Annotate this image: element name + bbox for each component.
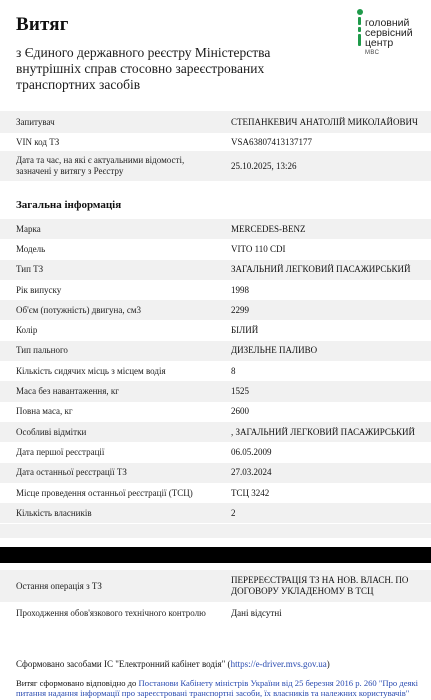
row-label: Дата першої реєстрації (16, 446, 105, 457)
logo-bar (358, 34, 361, 46)
info-row (0, 483, 431, 503)
info-row (0, 402, 431, 422)
row-label: Об'єм (потужність) двигуна, см3 (16, 304, 142, 315)
info-row (0, 570, 431, 602)
footer-generated-suffix: ) (326, 659, 330, 669)
gsc-logo (356, 9, 431, 65)
info-row (0, 300, 431, 320)
row-value: СТЕПАНКЕВИЧ АНАТОЛІЙ МИКОЛАЙОВИЧ (231, 116, 418, 127)
logo-dot (357, 9, 363, 15)
row-value: VSA63807413137177 (231, 136, 313, 147)
row-value: 2 (231, 507, 236, 518)
info-row (0, 133, 431, 151)
logo-line: головний (365, 17, 410, 29)
resolution-link[interactable]: Постанови Кабінету міністрів України від 25 березня 2016 р. 260 "Про деякі питання надання інформації про зареєстровані транспортні засоби, їх власників та належних користувачів" (16, 678, 419, 698)
row-value: 8 (231, 365, 236, 376)
row-value: 25.10.2025, 13:26 (231, 160, 297, 171)
document-title: Витяг (16, 14, 69, 35)
row-label: Дата та час, на які є актуальними відомості, зазначені у витягу з Реєстру (16, 155, 185, 176)
row-label: Тип пального (16, 345, 68, 356)
row-value: 1525 (231, 386, 249, 397)
e-driver-link[interactable]: https://e-driver.mvs.gov.ua (230, 659, 327, 669)
info-row (0, 442, 431, 462)
row-label: Тип ТЗ (16, 264, 44, 275)
info-row (0, 602, 431, 624)
row-value: VITO 110 CDI (231, 243, 286, 254)
logo-ministry: МВС (365, 50, 380, 56)
row-value: 2600 (231, 406, 249, 417)
row-label: Місце проведення останньої реєстрації (ТСЦ) (16, 487, 193, 498)
info-row (0, 280, 431, 300)
row-label: Марка (16, 223, 41, 234)
row-label: Колір (16, 325, 38, 336)
row-value: ТСЦ 3242 (231, 487, 270, 498)
table-end-band (0, 524, 431, 538)
row-label: Повна маса, кг (16, 406, 73, 417)
info-row (0, 219, 431, 239)
row-label: Дата останньої реєстрації ТЗ (16, 467, 127, 478)
row-value: ПЕРЕРЕЄСТРАЦІЯ ТЗ НА НОВ. ВЛАСН. ПО ДОГОВОРУ УКЛАДЕНОМУ В ТСЦ (231, 575, 409, 596)
row-label: Рік випуску (16, 284, 62, 295)
info-row (0, 341, 431, 361)
row-value: ДИЗЕЛЬНЕ ПАЛИВО (231, 345, 318, 356)
logo-line: сервісний (365, 27, 413, 39)
info-row (0, 260, 431, 280)
row-label: Кількість сидячих місць з місцем водія (16, 365, 166, 376)
row-label: VIN код ТЗ (16, 136, 60, 147)
row-value: 1998 (231, 284, 249, 295)
logo-line: центр (365, 37, 394, 49)
row-label: Особливі відмітки (16, 426, 87, 437)
info-row (0, 361, 431, 381)
row-label: Кількість власників (16, 507, 92, 518)
row-value: Дані відсутні (231, 607, 282, 618)
row-label: Маса без навантаження, кг (16, 386, 119, 397)
info-row (0, 463, 431, 483)
gsc-logo-icon (356, 9, 364, 49)
row-value: , ЗАГАЛЬНИЙ ЛЕГКОВИЙ ПАСАЖИРСЬКИЙ (231, 426, 416, 437)
logo-bar (358, 17, 361, 25)
row-value: ЗАГАЛЬНИЙ ЛЕГКОВИЙ ПАСАЖИРСЬКИЙ (231, 264, 411, 275)
row-label: Модель (16, 243, 46, 254)
logo-wordmark (365, 18, 413, 48)
info-row (0, 321, 431, 341)
info-row (0, 239, 431, 259)
redaction-band (0, 547, 431, 563)
row-value: 06.05.2009 (231, 446, 272, 457)
info-row (0, 503, 431, 523)
row-label: Запитувач (16, 116, 55, 127)
footer-basis-prefix: Витяг сформовано відповідно до (16, 678, 139, 688)
row-value: 2299 (231, 304, 249, 315)
document-header (0, 0, 431, 112)
footer-generated-prefix: Сформовано засобами ІС "Електронний кабінет водія" ( (16, 659, 231, 669)
document-subtitle: з Єдиного державного реєстру Міністерства внутрішніх справ стосовно зареєстрованих транспортних засобів (16, 45, 271, 92)
footer-basis (16, 678, 421, 698)
logo-bar (358, 27, 361, 32)
info-row (0, 111, 431, 133)
row-label: Проходження обов'язкового технічного контролю (16, 607, 206, 618)
row-value: БІЛИЙ (231, 325, 259, 336)
info-row (0, 381, 431, 401)
row-value: MERCEDES-BENZ (231, 223, 306, 234)
row-label: Остання операція з ТЗ (16, 580, 102, 591)
row-value: 27.03.2024 (231, 467, 272, 478)
section-title-general: Загальна інформація (16, 199, 122, 211)
footer-generated (16, 659, 421, 670)
info-row (0, 151, 431, 181)
info-row (0, 422, 431, 442)
